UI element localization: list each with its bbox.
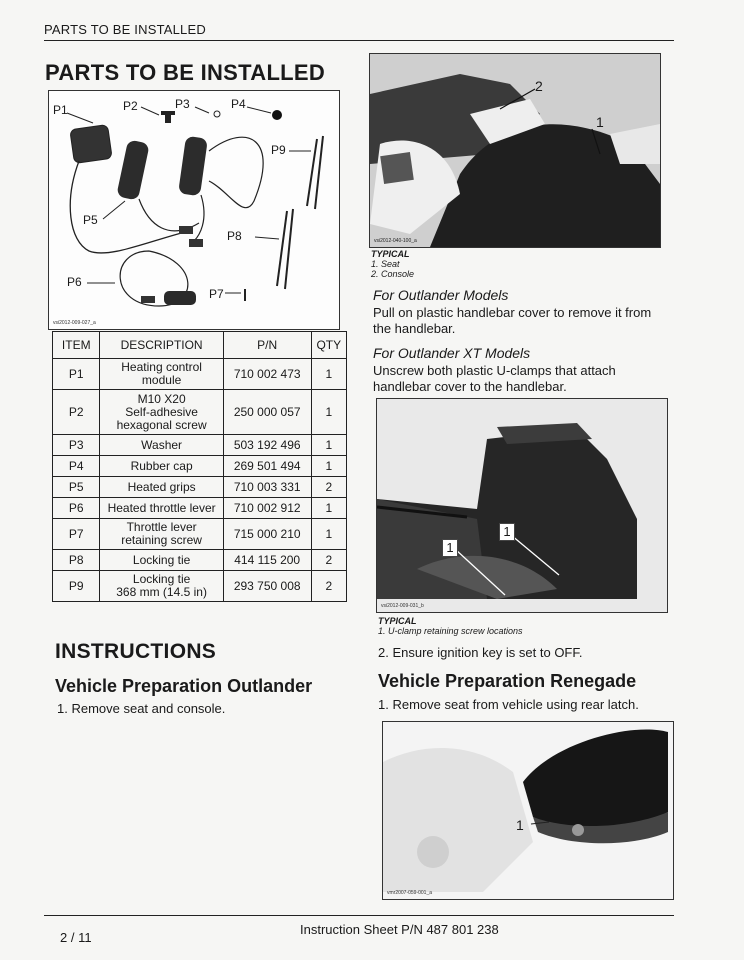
description-line: Self-adhesive (125, 404, 198, 419)
pn-cell: 710 002 912 (223, 498, 311, 519)
col-header-item: ITEM (53, 332, 100, 359)
pn-cell: 503 192 496 (223, 435, 311, 456)
item-cell: P3 (53, 435, 100, 456)
pn-cell: 414 115 200 (223, 550, 311, 571)
outlander-prep-heading: Vehicle Preparation Outlander (55, 676, 313, 696)
description-line: M10 X20 (137, 391, 186, 406)
fig1-caption-line-2: 2. Console (371, 269, 415, 279)
outlander-xt-heading: For Outlander XT Models (373, 345, 531, 361)
parts-illustration (49, 91, 339, 329)
description-line: Washer (141, 437, 183, 452)
description-line: Throttle lever (126, 520, 197, 534)
part-label-p8: P8 (227, 229, 242, 243)
qty-cell: 1 (311, 390, 346, 435)
page-title: PARTS TO BE INSTALLED (45, 60, 326, 85)
instructions-heading: INSTRUCTIONS (55, 640, 217, 663)
description-line: Locking tie (132, 572, 191, 586)
qty-cell: 2 (311, 571, 346, 602)
fig2-id: vsi2012-009-031_b (381, 603, 424, 609)
description-cell (100, 456, 223, 477)
item-cell: P5 (53, 477, 100, 498)
item-cell: P2 (53, 390, 100, 435)
qty-cell: 1 (311, 498, 346, 519)
fig2-caption (378, 616, 523, 636)
table-row (53, 390, 347, 435)
description-cell (100, 519, 223, 550)
description-cell (100, 550, 223, 571)
part-label-p6: P6 (67, 275, 82, 289)
part-label-p2: P2 (123, 99, 138, 113)
qty-cell: 1 (311, 359, 346, 390)
page-number: 2 / 11 (60, 930, 92, 945)
header-rule (44, 40, 674, 41)
renegade-seat-photo (383, 722, 673, 899)
description-cell (100, 498, 223, 519)
qty-cell: 1 (311, 456, 346, 477)
pn-cell: 715 000 210 (223, 519, 311, 550)
u-clamp-figure (376, 398, 668, 613)
pn-cell: 710 003 331 (223, 477, 311, 498)
fig3-id: vmr2007-059-001_a (387, 890, 433, 896)
fig1-caption-title: TYPICAL (371, 249, 410, 259)
description-line: hexagonal screw (116, 417, 207, 432)
parts-table (52, 331, 347, 602)
qty-cell: 1 (311, 519, 346, 550)
table-row (53, 571, 347, 602)
description-cell (100, 477, 223, 498)
fig2-callout-1a: 1 (442, 539, 458, 557)
parts-figure (48, 90, 340, 330)
part-label-p5: P5 (83, 213, 98, 227)
part-label-p4: P4 (231, 97, 246, 111)
figure-id: vsi2012-009-027_a (53, 320, 96, 326)
table-row (53, 456, 347, 477)
seat-console-photo (370, 54, 660, 247)
part-label-p7: P7 (209, 287, 224, 301)
qty-cell: 1 (311, 435, 346, 456)
pn-cell: 710 002 473 (223, 359, 311, 390)
outlander-models-heading: For Outlander Models (373, 287, 509, 303)
fig3-callout-1: 1 (516, 817, 524, 833)
outlander-xt-text: Unscrew both plastic U-clamps that attach handlebar cover to the handlebar. (373, 363, 616, 394)
description-line: Locking tie (132, 552, 191, 567)
fig1-caption (371, 249, 414, 279)
seat-console-figure (369, 53, 661, 248)
table-row (53, 477, 347, 498)
running-header: PARTS TO BE INSTALLED (44, 22, 206, 37)
description-cell (100, 571, 223, 602)
pn-cell: 269 501 494 (223, 456, 311, 477)
item-cell: P8 (53, 550, 100, 571)
description-line: Heated grips (127, 479, 196, 494)
fig2-caption-line-1: 1. U-clamp retaining screw locations (378, 626, 523, 636)
fig1-callout-2: 2 (535, 78, 543, 94)
pn-cell: 250 000 057 (223, 390, 311, 435)
outlander-step-1: 1. Remove seat and console. (57, 701, 226, 716)
table-row (53, 519, 347, 550)
step-2-ignition: 2. Ensure ignition key is set to OFF. (378, 645, 583, 660)
table-header-row (53, 332, 347, 359)
item-cell: P4 (53, 456, 100, 477)
item-cell: P9 (53, 571, 100, 602)
renegade-step-1: 1. Remove seat from vehicle using rear latch. (378, 697, 639, 712)
item-cell: P7 (53, 519, 100, 550)
table-row (53, 359, 347, 390)
item-cell: P6 (53, 498, 100, 519)
table-row (53, 550, 347, 571)
renegade-prep-heading: Vehicle Preparation Renegade (378, 671, 637, 691)
footer-rule (44, 915, 674, 916)
description-line: Rubber cap (130, 458, 193, 473)
description-line: module (141, 373, 182, 387)
description-line: retaining screw (121, 533, 202, 547)
qty-cell: 2 (311, 477, 346, 498)
pn-cell: 293 750 008 (223, 571, 311, 602)
u-clamp-photo (377, 399, 667, 612)
col-header-qty: QTY (311, 332, 346, 359)
fig1-id: vsi2012-040-100_a (374, 238, 417, 244)
col-header-description: DESCRIPTION (100, 332, 223, 359)
col-header-pn: P/N (223, 332, 311, 359)
part-label-p3: P3 (175, 97, 190, 111)
fig2-callout-1b: 1 (499, 523, 515, 541)
description-line: Heated throttle lever (107, 500, 216, 515)
description-cell (100, 390, 223, 435)
qty-cell: 2 (311, 550, 346, 571)
instruction-sheet-pn: Instruction Sheet P/N 487 801 238 (300, 922, 499, 937)
description-line: Heating control (121, 360, 202, 374)
description-cell (100, 359, 223, 390)
renegade-seat-figure (382, 721, 674, 900)
part-label-p9: P9 (271, 143, 286, 157)
item-cell: P1 (53, 359, 100, 390)
description-cell (100, 435, 223, 456)
fig1-callout-1: 1 (596, 114, 604, 130)
fig2-caption-title: TYPICAL (378, 616, 417, 626)
outlander-models-text: Pull on plastic handlebar cover to remove it from the handlebar. (373, 305, 652, 336)
table-row (53, 498, 347, 519)
part-label-p1: P1 (53, 103, 68, 117)
description-line: 368 mm (14.5 in) (116, 585, 207, 599)
parts-table-body (53, 359, 347, 602)
fig1-caption-line-1: 1. Seat (371, 259, 400, 269)
table-row (53, 435, 347, 456)
